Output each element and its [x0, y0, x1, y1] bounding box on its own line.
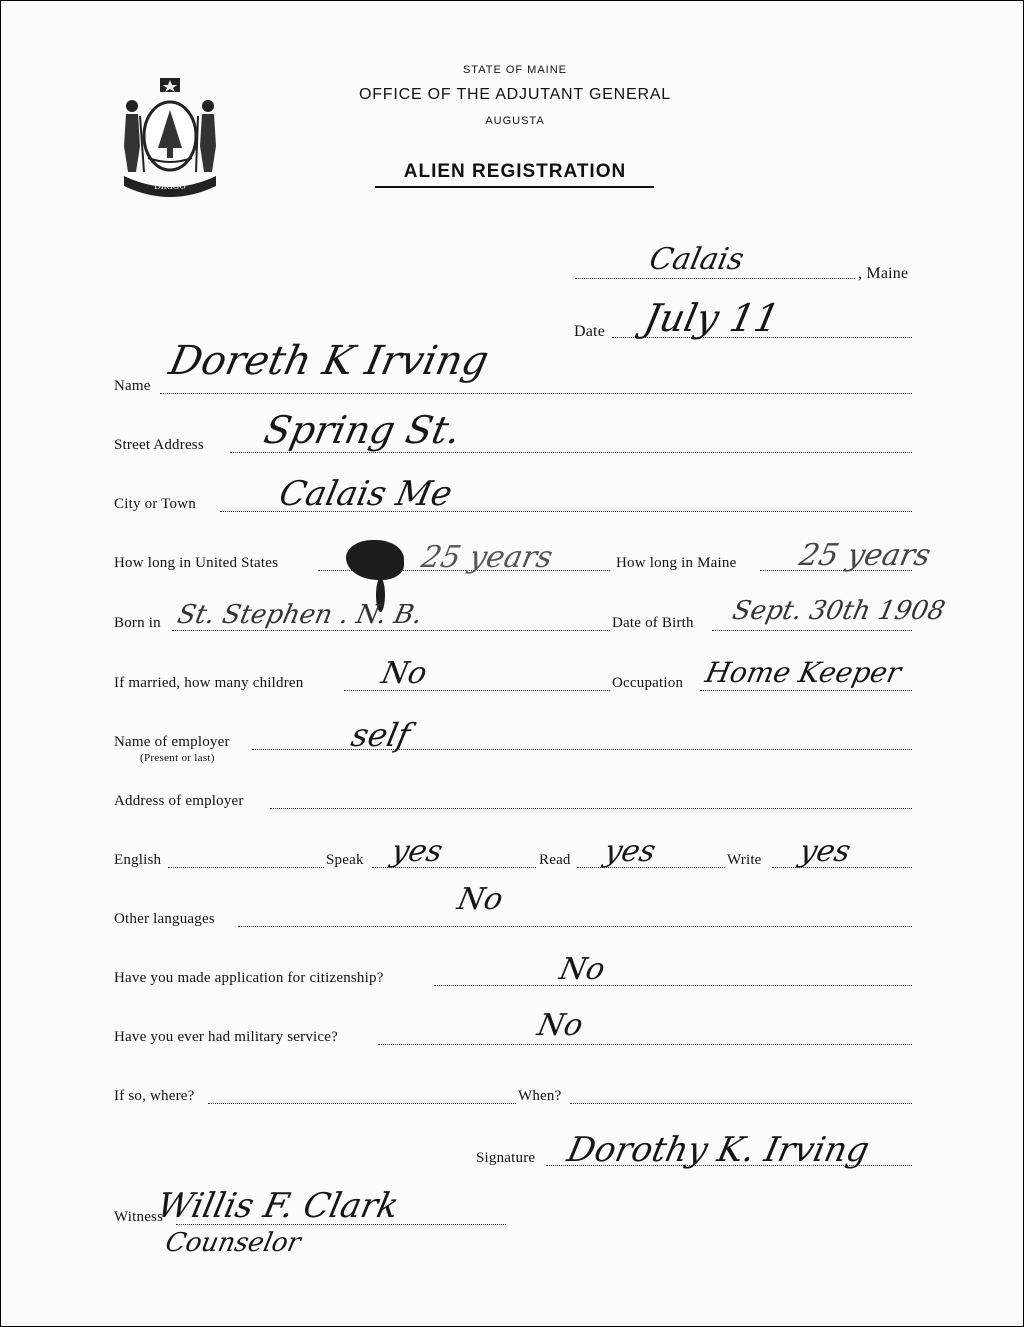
other-languages-line: [238, 926, 912, 927]
header-office: OFFICE OF THE ADJUTANT GENERAL: [358, 86, 672, 103]
write-entry: yes: [796, 834, 854, 869]
page-title: ALIEN REGISTRATION: [403, 161, 627, 182]
name-entry: Doreth K Irving: [165, 338, 493, 384]
speak-label: Speak: [326, 852, 364, 868]
how-long-us-label: How long in United States: [114, 555, 279, 571]
seal-banner-text: DIRIGO: [154, 181, 186, 191]
header-city: AUGUSTA: [485, 115, 545, 127]
witness-label: Witness: [114, 1209, 164, 1225]
speak-entry: yes: [388, 834, 446, 869]
city-label: City or Town: [114, 496, 196, 512]
employer-address-line: [270, 808, 912, 809]
street-address-entry: Spring St.: [260, 408, 465, 452]
citizenship-entry: No: [556, 952, 609, 987]
name-line: [160, 393, 912, 394]
date-of-birth-line: [712, 630, 912, 631]
name-label: Name: [114, 378, 151, 394]
occupation-label: Occupation: [612, 675, 684, 691]
when-line: [570, 1103, 912, 1104]
employer-name-entry: self: [347, 716, 414, 754]
if-so-where-line: [208, 1103, 516, 1104]
date-label: Date: [574, 323, 606, 340]
street-address-line: [230, 452, 912, 453]
signature-label: Signature: [476, 1150, 536, 1166]
occupation-line: [700, 690, 912, 691]
children-entry: No: [378, 656, 431, 691]
date-entry: July 11: [640, 296, 784, 340]
signature-entry: Dorothy K. Irving: [563, 1130, 873, 1170]
witness-signature: Willis F. Clark: [153, 1186, 403, 1226]
other-languages-entry: No: [454, 882, 507, 917]
town-line: [575, 278, 855, 279]
military-line: [378, 1044, 912, 1045]
born-in-entry: St. Stephen . N. B.: [174, 600, 425, 630]
born-in-line: [172, 630, 610, 631]
date-of-birth-entry: Sept. 30th 1908: [729, 596, 948, 626]
citizenship-line: [434, 985, 912, 986]
read-label: Read: [539, 852, 571, 868]
employer-note: (Present or last): [140, 752, 215, 764]
occupation-entry: Home Keeper: [702, 656, 904, 689]
employer-address-label: Address of employer: [114, 793, 244, 809]
children-label: If married, how many children: [114, 675, 304, 691]
employer-name-label: Name of employer: [114, 734, 230, 750]
read-entry: yes: [601, 834, 659, 869]
how-long-maine-entry: 25 years: [796, 538, 934, 573]
citizenship-label: Have you made application for citizenship?: [114, 970, 384, 986]
born-in-label: Born in: [114, 615, 161, 631]
if-so-where-label: If so, where?: [114, 1088, 195, 1104]
state-seal-icon: [118, 76, 222, 198]
maine-label: , Maine: [858, 265, 909, 282]
other-languages-label: Other languages: [114, 911, 215, 927]
write-label: Write: [727, 852, 762, 868]
town-entry: Calais: [646, 242, 748, 277]
date-of-birth-label: Date of Birth: [612, 615, 694, 631]
witness-title: Counselor: [162, 1228, 304, 1258]
english-label: English: [114, 852, 162, 868]
street-address-label: Street Address: [114, 437, 204, 453]
military-label: Have you ever had military service?: [114, 1029, 338, 1045]
city-entry: Calais Me: [275, 474, 456, 514]
military-entry: No: [534, 1008, 587, 1043]
how-long-maine-label: How long in Maine: [616, 555, 737, 571]
when-label: When?: [518, 1088, 562, 1104]
english-line: [168, 867, 324, 868]
how-long-us-entry: 25 years: [418, 540, 556, 575]
header-state: STATE OF MAINE: [462, 64, 568, 76]
title-underline: [375, 186, 654, 188]
